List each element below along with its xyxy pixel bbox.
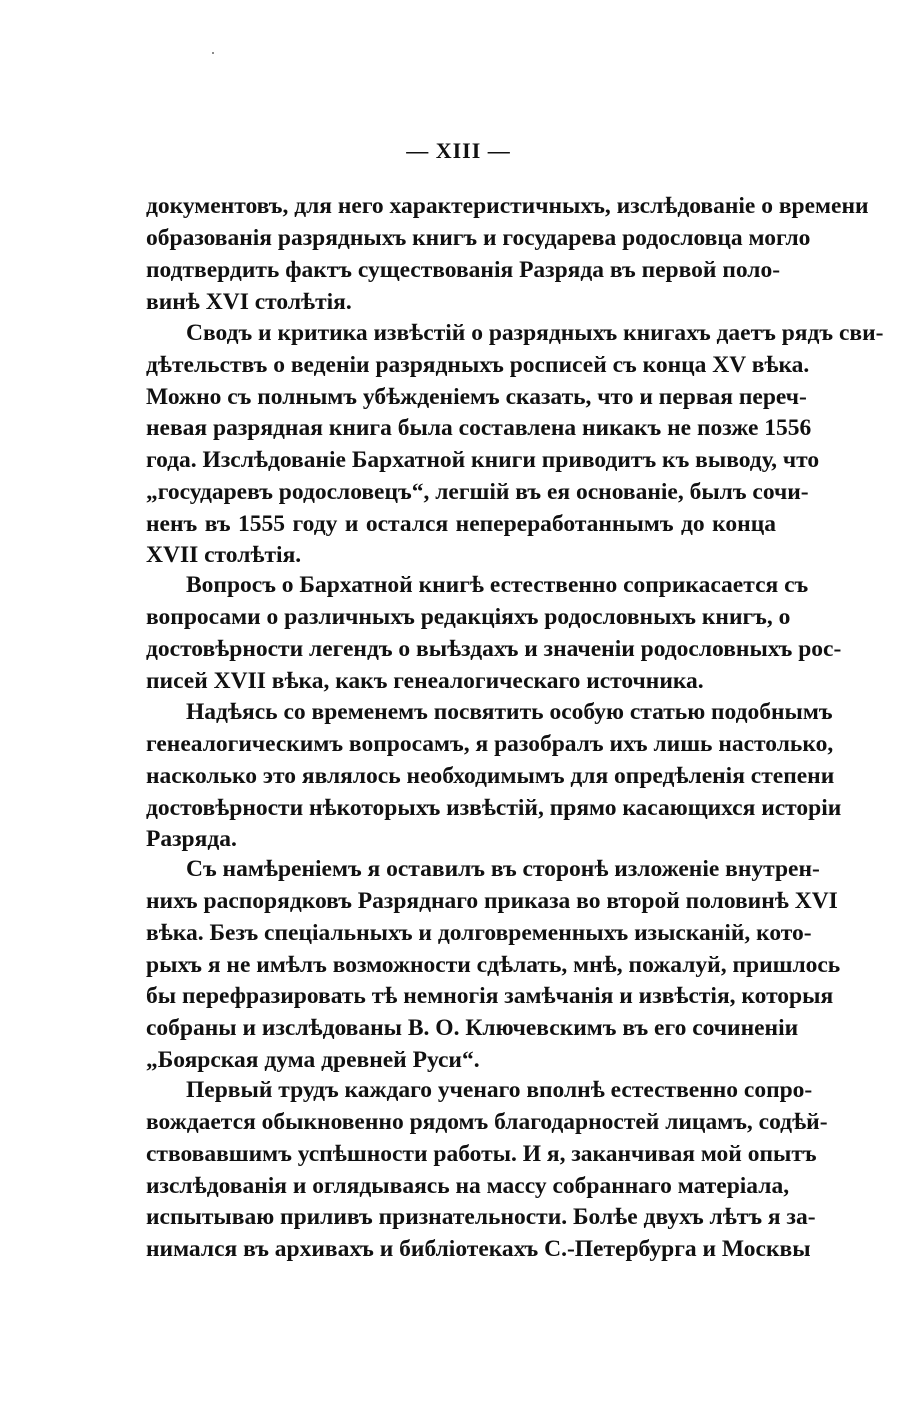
text-line: XVII столѣтія. (146, 542, 302, 568)
paper-speck (212, 52, 214, 54)
text-line: Первый трудъ каждаго ученаго вполнѣ естественно сопро- (186, 1077, 813, 1103)
text-line: винѣ XVI столѣтія. (146, 289, 352, 315)
text-line: насколько это являлось необходимымъ для опредѣленія степени (146, 763, 835, 789)
text-line: Вопросъ о Бархатной книгѣ естественно соприкасается съ (186, 572, 809, 598)
text-line: испытываю приливъ признательности. Болѣе двухъ лѣтъ я за- (146, 1204, 816, 1230)
text-line: „Боярская дума древней Руси“. (146, 1047, 480, 1073)
text-line: собраны и изслѣдованы В. О. Ключевскимъ въ его сочиненіи (146, 1015, 799, 1041)
text-line: года. Изслѣдованіе Бархатной книги приводитъ къ выводу, что (146, 447, 820, 473)
text-line: писей XVII вѣка, какъ генеалогическаго источника. (146, 668, 704, 694)
text-line: достовѣрности легендъ о выѣздахъ и значеніи родословныхъ рос- (146, 636, 842, 662)
text-line: Съ намѣреніемъ я оставилъ въ сторонѣ изложеніе внутрен- (186, 856, 820, 882)
text-line: вождается обыкновенно рядомъ благодарностей лицамъ, содѣй- (146, 1109, 828, 1135)
text-line: Надѣясь со временемъ посвятить особую статью подобнымъ (186, 699, 833, 725)
text-line: генеалогическимъ вопросамъ, я разобралъ ихъ лишь настолько, (146, 731, 834, 757)
text-line: рыхъ я не имѣлъ возможности сдѣлать, мнѣ, пожалуй, пришлось (146, 952, 841, 978)
text-line: вопросами о различныхъ редакціяхъ родословныхъ книгъ, о (146, 604, 791, 630)
text-line: дѣтельствъ о веденіи разрядныхъ росписей съ конца XV вѣка. (146, 352, 810, 378)
page-number-header: — XIII — (406, 138, 511, 163)
text-line: документовъ, для него характеристичныхъ, изслѣдованіе о времени (146, 193, 869, 219)
text-line: образованія разрядныхъ книгъ и государева родословца могло (146, 225, 811, 251)
text-line: подтвердить фактъ существованія Разряда въ первой поло- (146, 257, 781, 283)
text-line: нихъ распорядковъ Разряднаго приказа во второй половинѣ XVI (146, 888, 838, 914)
text-line: Разряда. (146, 826, 237, 852)
text-line: бы перефразировать тѣ немногія замѣчанія и извѣстія, которыя (146, 983, 834, 1009)
text-line: ствовавшимъ успѣшности работы. И я, заканчивая мой опытъ (146, 1141, 817, 1167)
text-line: вѣка. Безъ спеціальныхъ и долговременныхъ изысканій, кото- (146, 920, 812, 946)
text-line: ненъ въ 1555 году и остался непереработаннымъ до конца (146, 511, 776, 537)
text-line: Можно съ полнымъ убѣжденіемъ сказать, что и первая переч- (146, 384, 807, 410)
text-line: Сводъ и критика извѣстій о разрядныхъ книгахъ даетъ рядъ сви- (186, 320, 884, 346)
text-line: нимался въ архивахъ и библіотекахъ С.-Петербурга и Москвы (146, 1236, 811, 1262)
text-line: „государевъ родословецъ“, легшій въ ея основаніе, былъ сочи- (146, 479, 809, 505)
text-line: невая разрядная книга была составлена никакъ не позже 1556 (146, 415, 812, 441)
text-line: изслѣдованія и оглядываясь на массу собраннаго матеріала, (146, 1173, 790, 1199)
text-line: достовѣрности нѣкоторыхъ извѣстій, прямо касающихся исторіи (146, 795, 842, 821)
